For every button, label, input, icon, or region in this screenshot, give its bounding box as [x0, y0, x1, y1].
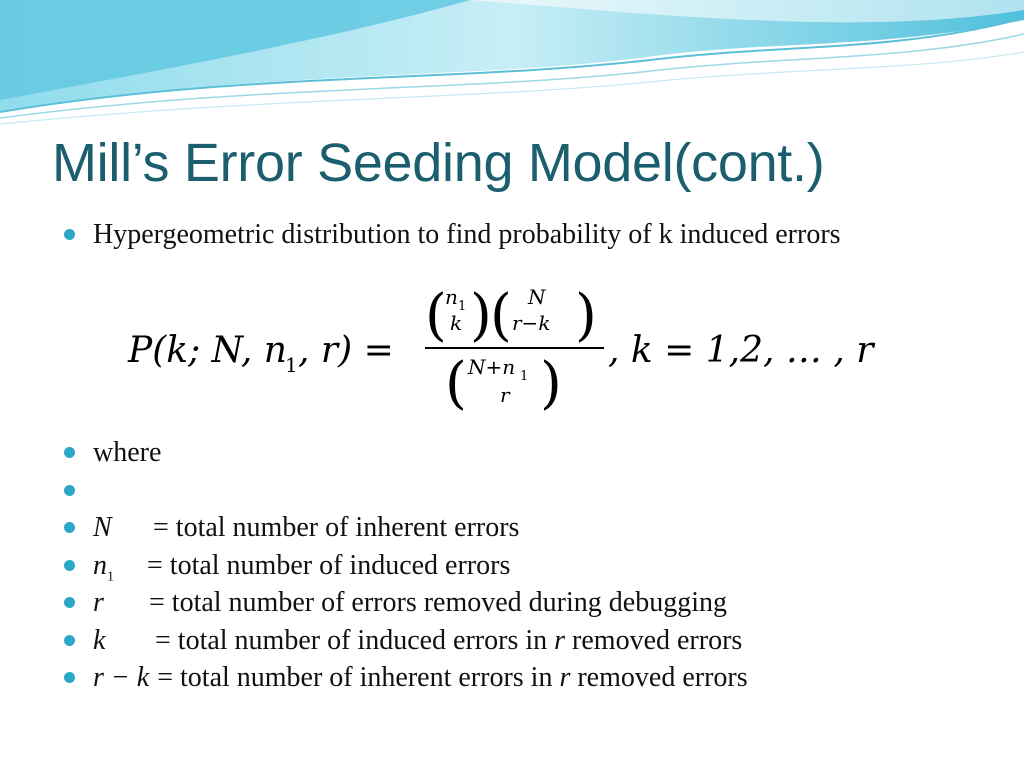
binom-den-top: N+n	[468, 355, 516, 379]
definition-text-r: = total number of errors removed during debugging	[149, 587, 727, 618]
intro-bullet	[62, 220, 962, 250]
binom-bottom-right: r−k	[512, 311, 551, 335]
hypergeometric-formula	[120, 282, 880, 412]
formula-lhs-end: , r) =	[298, 330, 394, 371]
binom-den-top-sub: 1	[520, 369, 529, 384]
binom-paren-right-3: )	[540, 351, 562, 412]
binom-paren-left-1: (	[425, 283, 447, 348]
binom-bottom-left: k	[450, 311, 463, 335]
definition-bullet-n1	[62, 551, 962, 589]
slide-title: Mill’s Error Seeding Model(cont.)	[52, 133, 825, 193]
binom-paren-right-2: )	[575, 283, 597, 348]
definition-text-k-after: removed errors	[565, 624, 743, 656]
formula-rhs: , k = 1,2, … , r	[608, 330, 874, 371]
definition-text-r-minus-k: = total number of inherent errors in	[157, 662, 560, 693]
definition-italic-r-k: r	[554, 624, 566, 656]
symbol-n1: $n_1$	[93, 549, 114, 585]
binom-top-right: N	[528, 285, 546, 309]
intro-bullet-text: Hypergeometric distribution to find probability of k induced errors	[93, 219, 841, 250]
binom-top-left: n	[445, 285, 458, 309]
intro-bullet-list	[62, 220, 962, 250]
symbol-r-minus-k: r − k	[93, 662, 150, 693]
binom-den-bottom: r	[500, 383, 510, 407]
header-wave-decoration	[0, 0, 1024, 130]
binom-top-left-sub: 1	[458, 299, 467, 314]
definition-bullet-k	[62, 626, 962, 664]
formula-lhs-subscript: 1	[285, 353, 298, 377]
definition-text-r-minus-k-after: removed errors	[570, 662, 748, 693]
definition-text-n1: = total number of induced errors	[147, 549, 511, 581]
where-bullet	[62, 438, 962, 476]
definition-bullet-N	[62, 513, 962, 551]
definition-bullet-list	[62, 438, 962, 701]
symbol-N: N	[93, 512, 112, 543]
empty-bullet	[62, 476, 962, 514]
definition-text-N: = total number of inherent errors	[153, 512, 520, 543]
formula-lhs: P(k; N, n	[128, 330, 287, 371]
binom-paren-left-3: (	[445, 351, 467, 412]
binom-paren-right-1: )	[470, 283, 492, 348]
definition-bullet-r	[62, 588, 962, 626]
symbol-k: k	[93, 624, 106, 656]
definition-italic-r-rk: r	[559, 662, 571, 693]
definition-text-k: = total number of induced errors in	[155, 624, 555, 656]
binom-paren-left-2: (	[490, 283, 512, 348]
definition-bullet-r-minus-k	[62, 663, 962, 701]
symbol-r: r	[93, 587, 104, 618]
where-label: where	[93, 437, 162, 468]
